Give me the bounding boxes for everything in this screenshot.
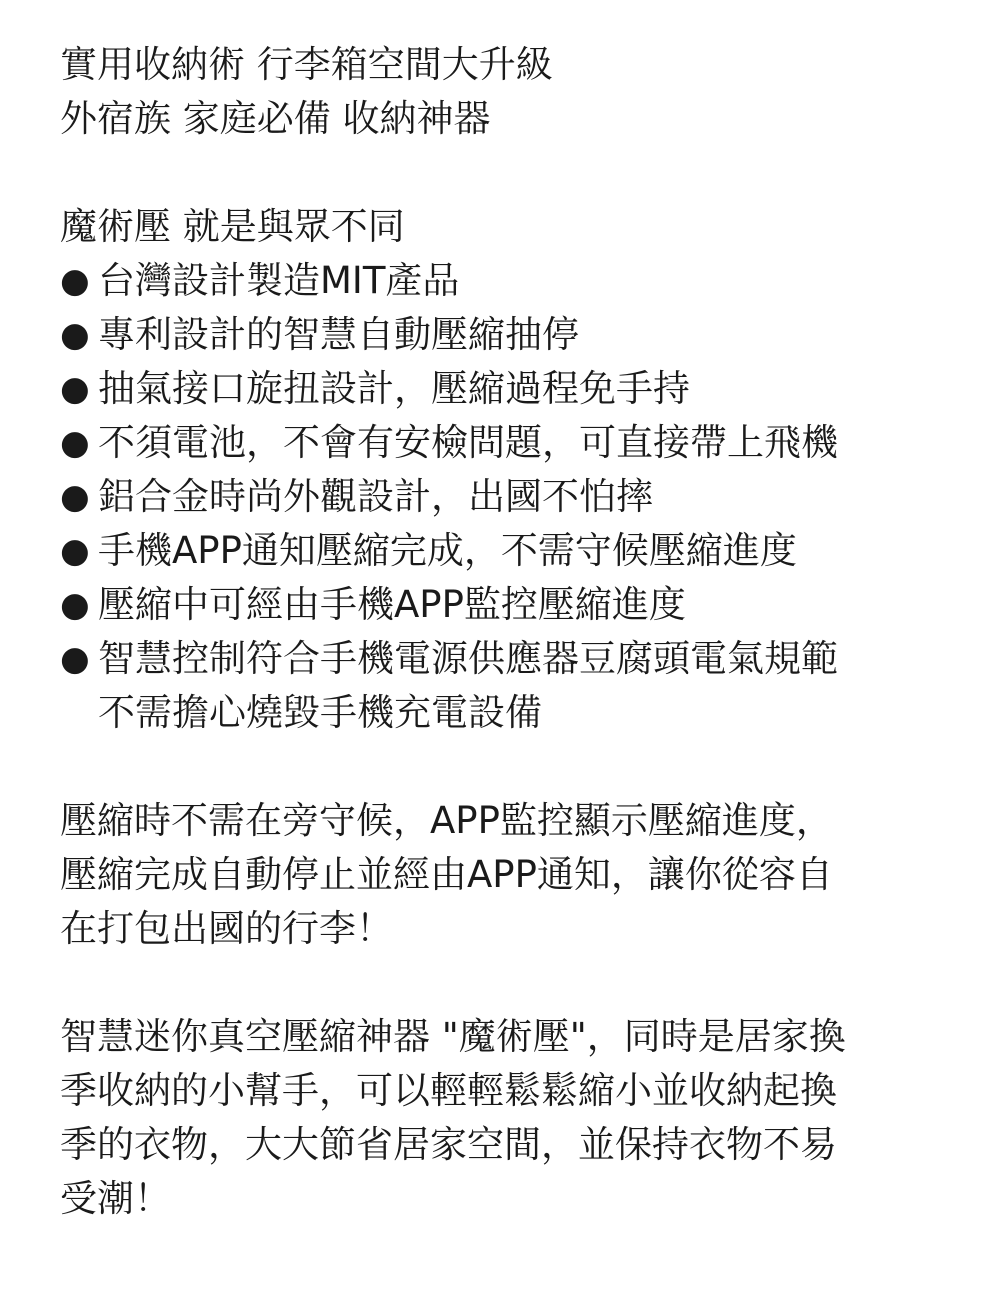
intro-line-2: 外宿族 家庭必備 收納神器 <box>60 97 491 140</box>
paragraph-line: 季收納的小幫手，可以輕輕鬆鬆縮小並收納起換 <box>60 1069 837 1112</box>
paragraph-line: 智慧迷你真空壓縮神器 "魔術壓"，同時是居家換 <box>60 1015 846 1058</box>
feature-text: 不須電池，不會有安檢問題，可直接帶上飛機 <box>98 421 838 464</box>
bullet-icon: ● <box>60 261 90 301</box>
bullet-icon: ● <box>60 585 90 625</box>
feature-text: 抽氣接口旋扭設計，壓縮過程免手持 <box>98 367 690 410</box>
bullet-icon: ● <box>60 423 90 463</box>
bullet-icon: ● <box>60 639 90 679</box>
bullet-icon: ● <box>60 531 90 571</box>
feature-item <box>60 308 1000 362</box>
feature-text: 鋁合金時尚外觀設計，出國不怕摔 <box>98 475 653 518</box>
spacer <box>60 740 1000 794</box>
feature-text: 專利設計的智慧自動壓縮抽停 <box>98 313 579 356</box>
feature-item <box>60 362 1000 416</box>
feature-item <box>60 470 1000 524</box>
feature-item <box>60 254 1000 308</box>
paragraph-line: 壓縮時不需在旁守候，APP監控顯示壓縮進度， <box>60 799 833 842</box>
bullet-icon: ● <box>60 369 90 409</box>
bullet-icon: ● <box>60 477 90 517</box>
feature-list <box>60 254 1000 740</box>
feature-item <box>60 524 1000 578</box>
feature-text: 壓縮中可經由手機APP監控壓縮進度 <box>98 583 686 626</box>
paragraph-line: 在打包出國的行李！ <box>60 907 393 950</box>
paragraph-app-monitoring <box>60 794 1000 956</box>
feature-text: 手機APP通知壓縮完成，不需守候壓縮進度 <box>98 529 797 572</box>
intro-line-1: 實用收納術 行李箱空間大升級 <box>60 43 553 86</box>
bullet-icon: ● <box>60 315 90 355</box>
paragraph-line: 受潮！ <box>60 1177 171 1220</box>
features-heading: 魔術壓 就是與眾不同 <box>60 205 405 248</box>
feature-item <box>60 416 1000 470</box>
feature-text: 智慧控制符合手機電源供應器豆腐頭電氣規範 <box>98 637 838 680</box>
paragraph-home-storage <box>60 1010 1000 1226</box>
feature-item <box>60 632 1000 740</box>
feature-item <box>60 578 1000 632</box>
feature-text: 台灣設計製造MIT產品 <box>98 259 460 302</box>
spacer <box>60 146 1000 200</box>
paragraph-line: 季的衣物，大大節省居家空間，並保持衣物不易 <box>60 1123 837 1166</box>
spacer <box>60 956 1000 1010</box>
paragraph-line: 壓縮完成自動停止並經由APP通知，讓你從容自 <box>60 853 833 896</box>
feature-text-continued: 不需擔心燒毀手機充電設備 <box>98 691 542 734</box>
